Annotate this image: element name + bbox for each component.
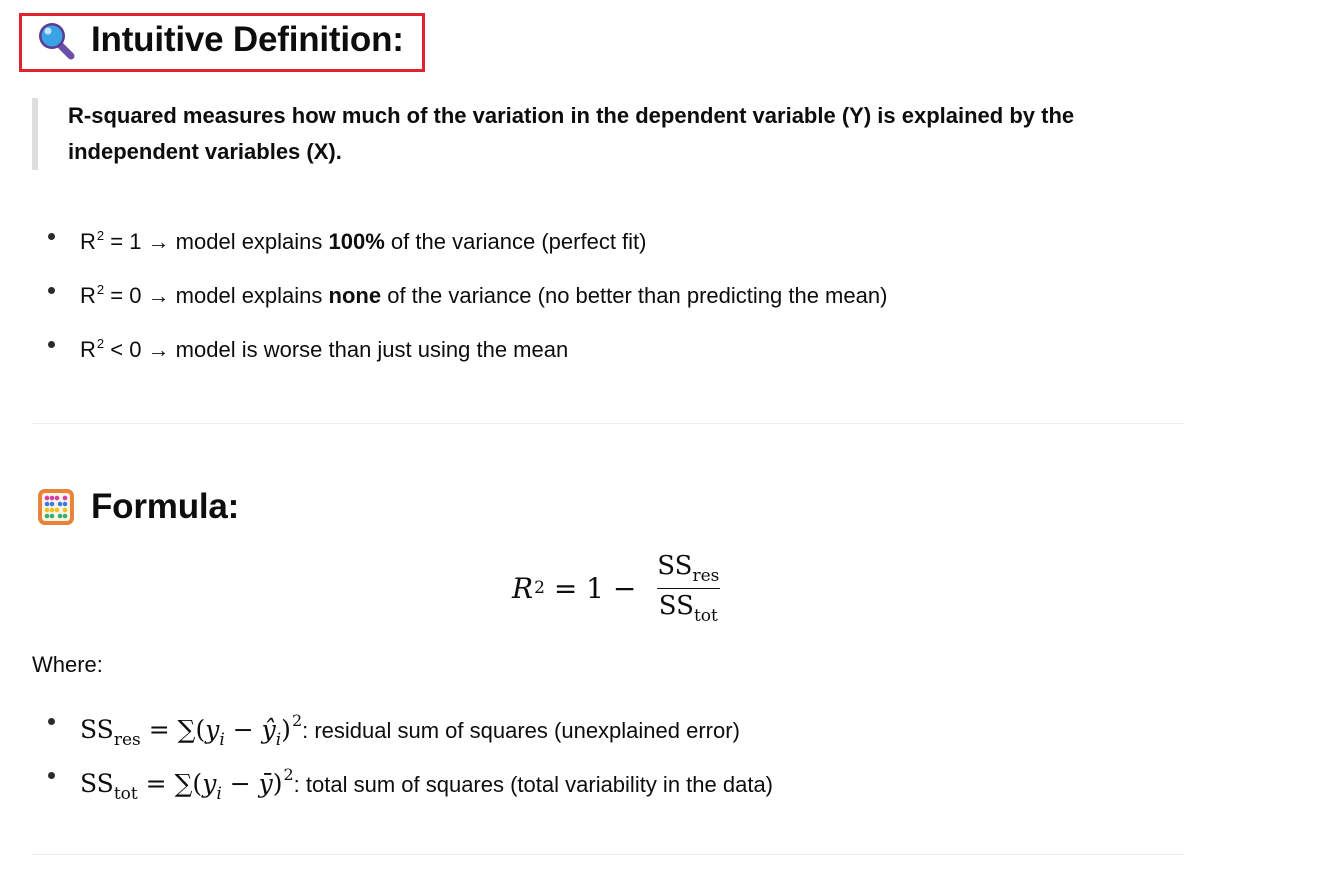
heading-text: Intuitive Definition: bbox=[91, 20, 404, 59]
divider bbox=[32, 423, 1184, 424]
r-squared-interpretation-list bbox=[32, 221, 887, 383]
fraction-denominator: $SS_{tot}$ bbox=[657, 588, 720, 626]
formula-fraction bbox=[655, 551, 721, 626]
magnifying-glass-icon bbox=[36, 20, 76, 60]
sum-of-squares-definitions bbox=[32, 706, 773, 814]
definition-blockquote bbox=[32, 98, 1152, 170]
formula-lhs-var: R bbox=[512, 571, 534, 605]
fraction-numerator: $SS_{res}$ bbox=[657, 550, 720, 586]
section-heading-intuitive-definition bbox=[36, 20, 404, 60]
divider bbox=[32, 854, 1184, 855]
formula-middle: = 1 − bbox=[544, 571, 646, 605]
r-squared-formula: R 2 = 1 − $\frac{SS_{res}}{SS_{tot}}$ bbox=[512, 550, 720, 626]
list-item: $R^2 = 0$ → model explains none of the variance (no better than predicting the mean) bbox=[32, 275, 887, 329]
where-label: Where: bbox=[32, 652, 103, 677]
list-item: $SS_{tot} = \sum(y_i$ − ȳ)$^2$: total sum of squares (total variability in the data) bbox=[32, 760, 773, 814]
list-item: $R^2 = 1$ → model explains 100% of the variance (perfect fit) bbox=[32, 221, 887, 275]
abacus-icon bbox=[36, 487, 76, 527]
list-item: $SS_{res} = \sum(y_i$ − $ŷ_i)^2$: residual sum of squares (unexplained error) bbox=[32, 706, 773, 760]
section-heading-formula bbox=[36, 487, 239, 527]
quote-text: R-squared measures how much of the variation in the dependent variable (Y) is explained by the independent variables (X). bbox=[68, 103, 1075, 164]
list-item: $R^2 < 0$ → model is worse than just using the mean bbox=[32, 329, 887, 383]
heading-text: Formula: bbox=[91, 487, 240, 526]
